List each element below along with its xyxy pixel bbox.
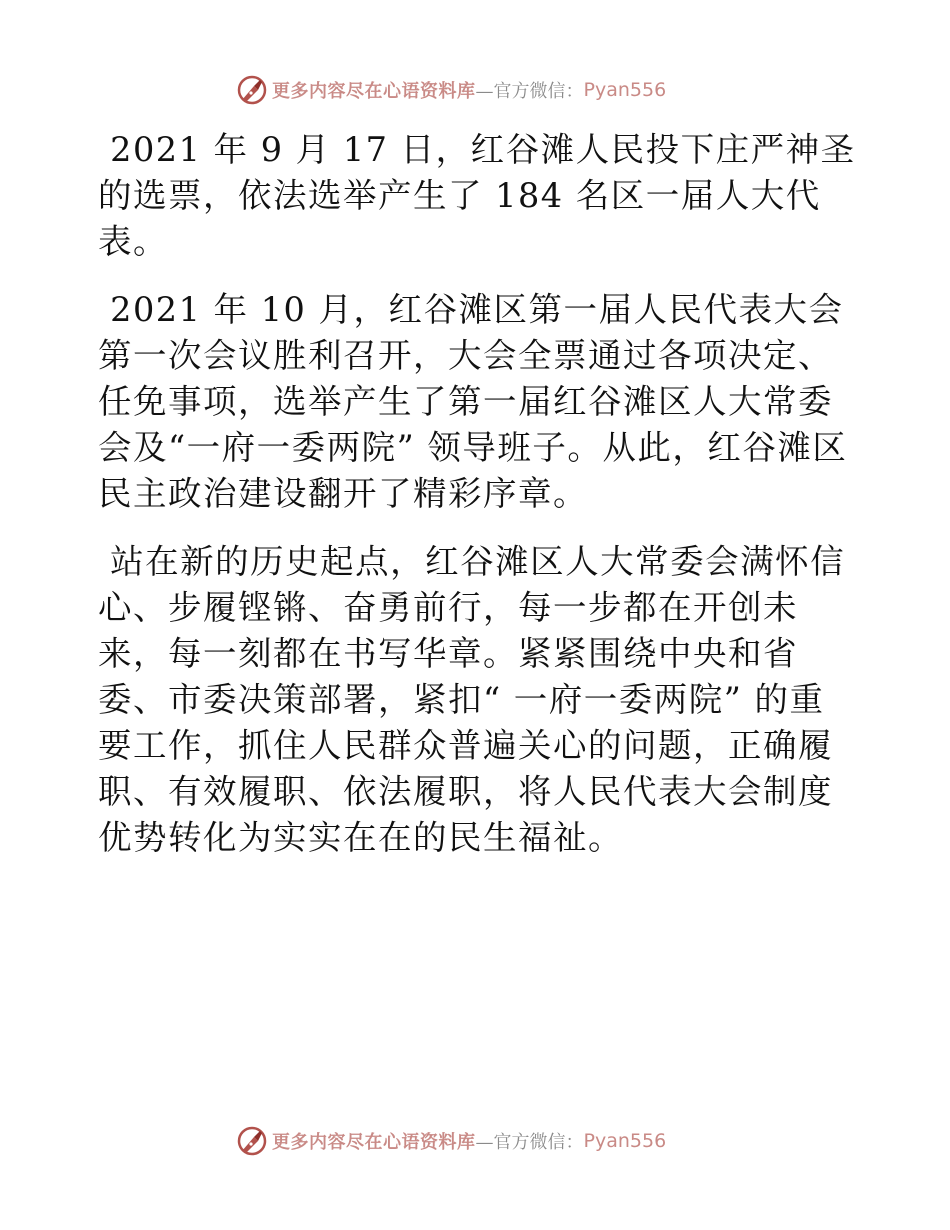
paragraph-election: 2021 年 9 月 17 日，红谷滩人民投下庄严神圣的选票，依法选举产生了 184 名区一届人大代表。 [98,130,856,261]
banner-wechat-id: Pyan556 [583,1130,667,1152]
banner-wechat-id: Pyan556 [583,79,667,101]
paragraph-new-starting-point: 站在新的历史起点，红谷滩区人大常委会满怀信心、步履铿锵、奋勇前行，每一步都在开创未来，每一刻都在书写华章。紧紧围绕中央和省委、市委决策部署，紧扣“ 一府一委两院” 的重要工作，抓住人民群众普遍关心的问题，正确履职、有效履职、依法履职，将人民代表大会制度优势转化为实实在在的民生福祉。 [98,542,846,857]
document-body [98,127,858,883]
banner-tail-text: —官方微信： [475,1132,584,1153]
header-watermark-banner [236,73,666,107]
paragraph-first-congress: 2021 年 10 月，红谷滩区第一届人民代表大会第一次会议胜利召开，大会全票通过各项决定、任免事项，选举产生了第一届红谷滩区人大常委会及“一府一委两院” 领导班子。从此，红谷滩区民主政治建设翻开了精彩序章。 [98,290,848,513]
footer-watermark-banner [236,1124,666,1158]
banner-lead-text: 更多内容尽在心语资料库 [272,81,476,102]
banner-lead-text: 更多内容尽在心语资料库 [272,1132,476,1153]
pen-nib-logo-icon [236,1125,268,1157]
banner-tail-text: —官方微信： [475,81,584,102]
pen-nib-logo-icon [236,74,268,106]
